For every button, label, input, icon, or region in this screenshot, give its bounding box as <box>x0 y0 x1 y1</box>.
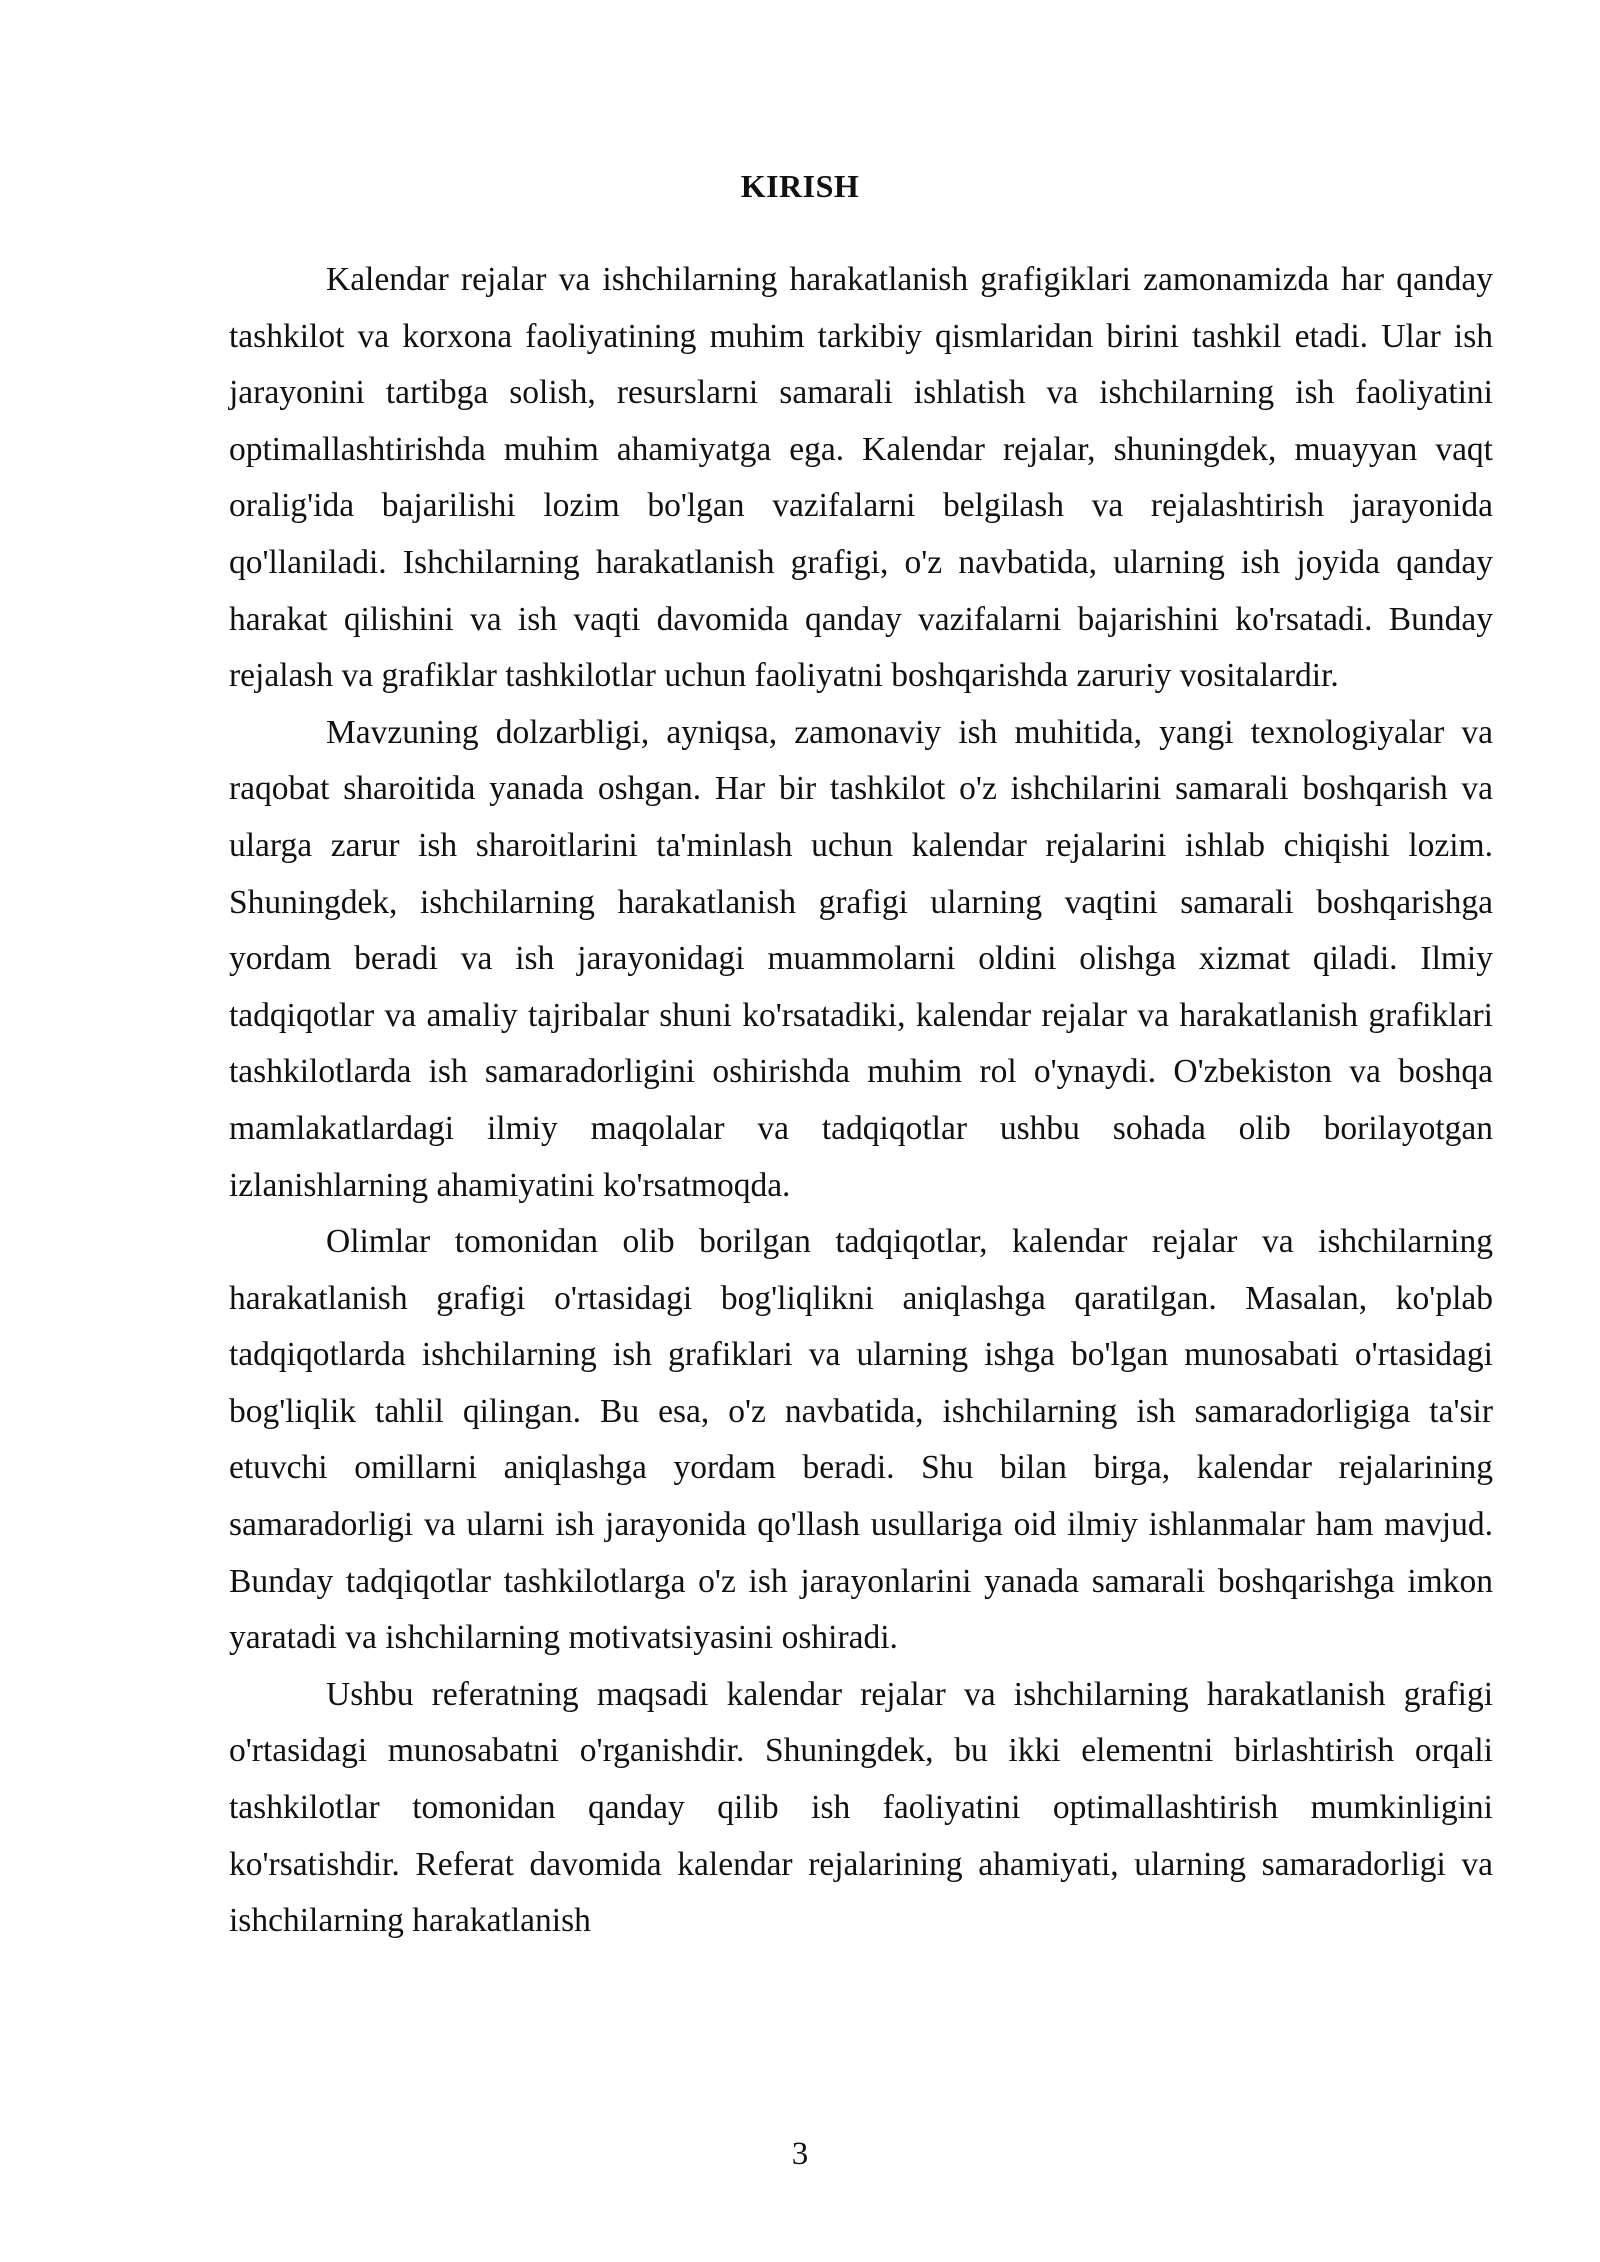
paragraph: Kalendar rejalar va ishchilarning harakatlanish grafigiklari zamonamizda har qanday tashkilot va korxona faoliyatining muhim tarkibiy qismlaridan birini tashkil etadi. Ular ish jarayonini tartibga solish, resurslarni samarali ishlatish va ishchilarning ish faoliyatini optimallashtirishda muhim ahamiyatga ega. Kalendar rejalar, shuningdek, muayyan vaqt oralig'ida bajarilishi lozim bo'lgan vazifalarni belgilash va rejalashtirish jarayonida qo'llaniladi. Ishchilarning harakatlanish grafigi, o'z navbatida, ularning ish joyida qanday harakat qilishini va ish vaqti davomida qanday vazifalarni bajarishini ko'rsatadi. Bunday rejalash va grafiklar tashkilotlar uchun faoliyatni boshqarishda zaruriy vositalardir. <box>229 261 1493 695</box>
page-number: 3 <box>791 2136 809 2172</box>
section-title: KIRISH <box>740 168 860 204</box>
paragraph: Olimlar tomonidan olib borilgan tadqiqotlar, kalendar rejalar va ishchilarning harakatlanish grafigi o'rtasidagi bog'liqlikni aniqlashga qaratilgan. Masalan, ko'plab tadqiqotlarda ishchilarning ish grafiklari va ularning ishga bo'lgan munosabati o'rtasidagi bog'liqlik tahlil qilingan. Bu esa, o'z navbatida, ishchilarning ish samaradorligiga ta'sir etuvchi omillarni aniqlashga yordam beradi. Shu bilan birga, kalendar rejalarining samaradorligi va ularni ish jarayonida qo'llash usullariga oid ilmiy ishlanmalar ham mavjud. Bunday tadqiqotlar tashkilotlarga o'z ish jarayonlarini yanada samarali boshqarishga imkon yaratadi va ishchilarning motivatsiyasini oshiradi. <box>229 1223 1493 1657</box>
paragraph: Ushbu referatning maqsadi kalendar rejalar va ishchilarning harakatlanish grafigi o'rtasidagi munosabatni o'rganishdir. Shuningdek, bu ikki elementni birlashtirish orqali tashkilotlar tomonidan qanday qilib ish faoliyatini optimallashtirish mumkinligini ko'rsatishdir. Referat davomida kalendar rejalarining ahamiyati, ularning samaradorligi va ishchilarning harakatlanish <box>229 1675 1493 1940</box>
paragraph: Mavzuning dolzarbligi, ayniqsa, zamonaviy ish muhitida, yangi texnologiyalar va raqobat sharoitida yanada oshgan. Har bir tashkilot o'z ishchilarini samarali boshqarish va ularga zarur ish sharoitlarini ta'minlash uchun kalendar rejalarini ishlab chiqishi lozim. Shuningdek, ishchilarning harakatlanish grafigi ularning vaqtini samarali boshqarishga yordam beradi va ish jarayonidagi muammolarni oldini olishga xizmat qiladi. Ilmiy tadqiqotlar va amaliy tajribalar shuni ko'rsatadiki, kalendar rejalar va harakatlanish grafiklari tashkilotlarda ish samaradorligini oshirishda muhim rol o'ynaydi. O'zbekiston va boshqa mamlakatlardagi ilmiy maqolalar va tadqiqotlar ushbu sohada olib borilayotgan izlanishlarning ahamiyatini ko'rsatmoqda. <box>229 713 1493 1204</box>
body-text <box>229 252 1493 1950</box>
